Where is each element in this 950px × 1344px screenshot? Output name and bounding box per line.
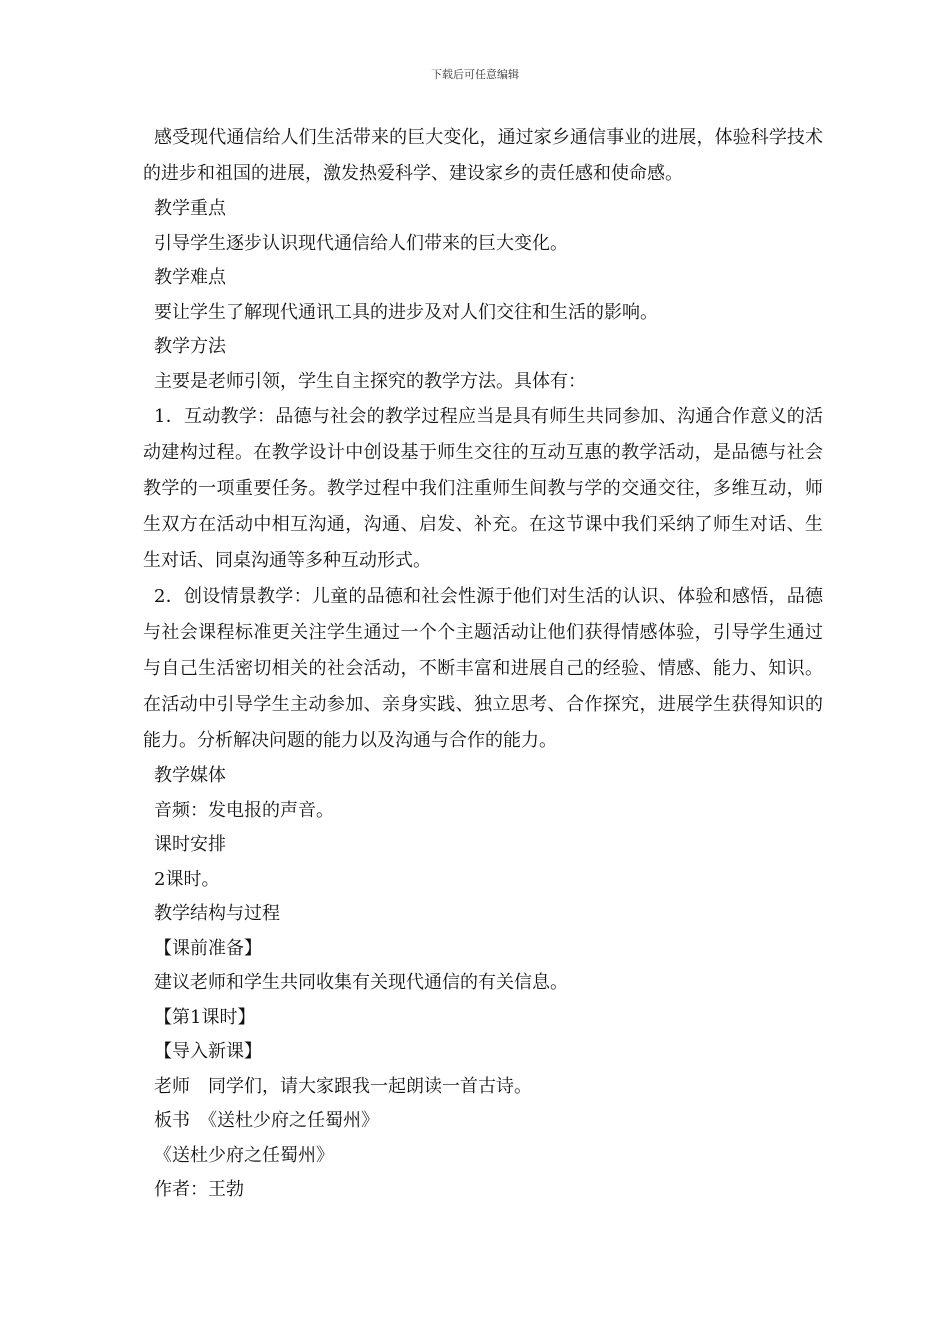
paragraph-method-2: 2．创设情景教学：儿童的品德和社会性源于他们对生活的认识、体验和感悟，品德与社会课程标准更关注学生通过一个个主题活动让他们获得情感体验，引导学生通过与自己生活密切相关的社会活动，不断丰富和进展自己的经验、情感、能力、知识。在活动中引导学生主动参加、亲身实践、独立思考、合作探究，进展学生获得知识的能力。分析解决问题的能力以及沟通与合作的能力。	[143, 586, 823, 751]
poem-title: 《送杜少府之任蜀州》	[154, 1144, 334, 1166]
paragraph-schedule: 2课时。	[154, 868, 220, 890]
paragraph-media: 音频：发电报的声音。	[154, 799, 334, 821]
heading-methods: 教学方法	[154, 336, 226, 357]
paragraph-method-1: 1．互动教学：品德与社会的教学过程应当是具有师生共同参加、沟通合作意义的活动建构过程。在教学设计中创设基于师生交往的互动互惠的教学活动，是品德与社会教学的一项重要任务。教学过程中我们注重师生间教与学的交通交往，多维互动，师生双方在活动中相互沟通，沟通、启发、补充。在这节课中我们采纳了师生对话、生生对话、同桌沟通等多种互动形式。	[143, 406, 823, 571]
paragraph-preparation: 建议老师和学生共同收集有关现代通信的有关信息。	[154, 972, 568, 993]
paragraph-intro: 感受现代通信给人们生活带来的巨大变化，通过家乡通信事业的进展，体验科学技术的进步和祖国的进展，激发热爱科学、建设家乡的责任感和使命感。	[143, 127, 823, 184]
document-body	[143, 120, 823, 1208]
heading-key-points: 教学重点	[154, 198, 226, 219]
heading-media: 教学媒体	[154, 765, 226, 786]
paragraph-teacher-line: 老师 同学们，请大家跟我一起朗读一首古诗。	[154, 1075, 532, 1097]
paragraph-blackboard: 板书 《送杜少府之任蜀州》	[154, 1110, 379, 1131]
heading-difficulties: 教学难点	[154, 267, 226, 288]
heading-structure: 教学结构与过程	[154, 903, 280, 924]
paragraph-key-points: 引导学生逐步认识现代通信给人们带来的巨大变化。	[154, 232, 568, 254]
heading-preparation: 【课前准备】	[154, 937, 262, 959]
heading-lesson-1: 【第1课时】	[154, 1006, 256, 1028]
heading-schedule: 课时安排	[154, 834, 226, 855]
header-note: 下载后可任意编辑	[431, 68, 519, 81]
poem-author: 作者：王勃	[154, 1179, 244, 1200]
paragraph-difficulties: 要让学生了解现代通讯工具的进步及对人们交往和生活的影响。	[154, 301, 658, 323]
paragraph-methods: 主要是老师引领，学生自主探究的教学方法。具体有：	[154, 370, 586, 392]
heading-introduction: 【导入新课】	[154, 1041, 262, 1062]
